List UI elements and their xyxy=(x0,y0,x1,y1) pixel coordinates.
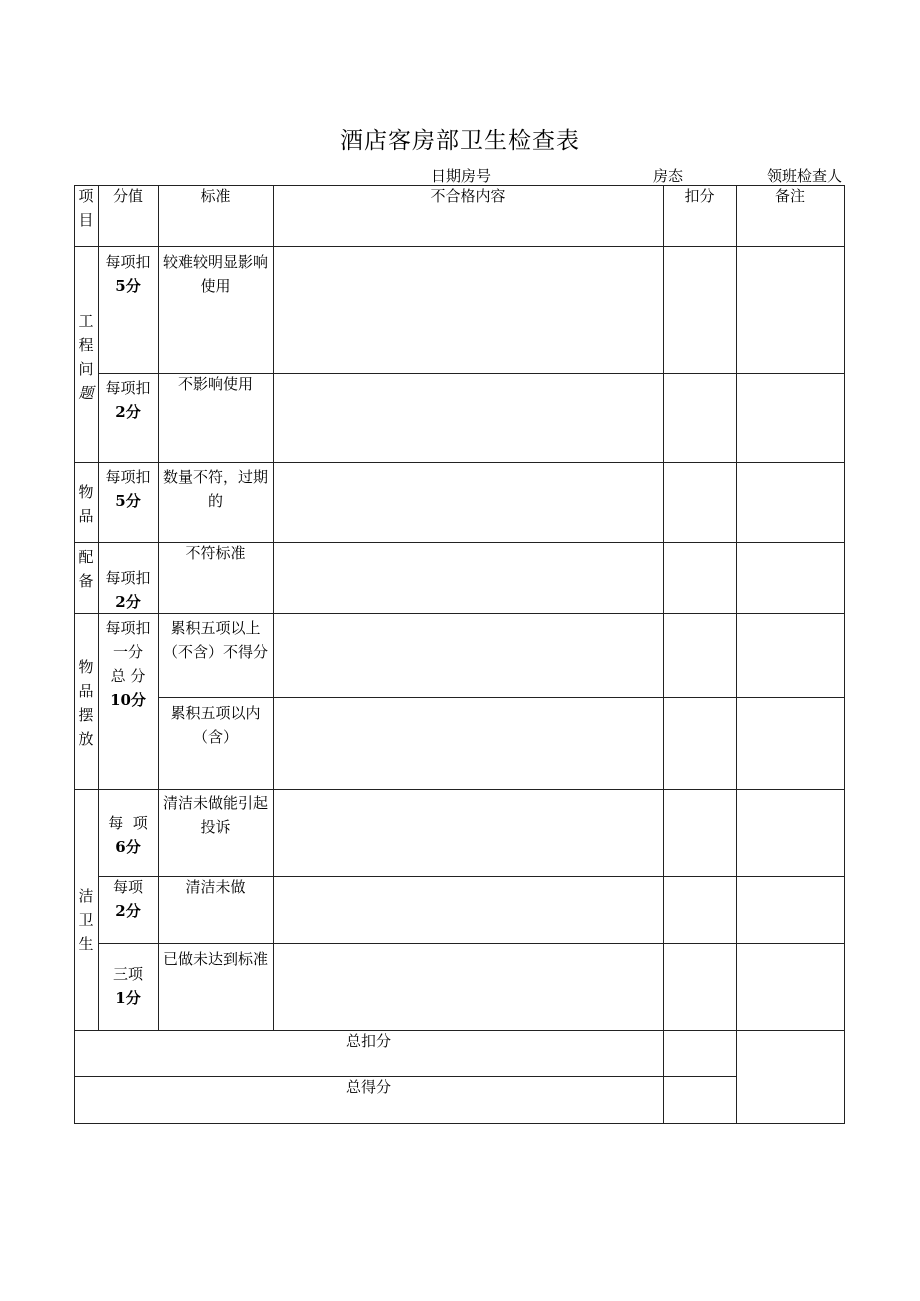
standard-cell: 较难较明显影响 使用 xyxy=(162,253,268,295)
column-divider xyxy=(736,185,737,1124)
table-right-border xyxy=(844,185,845,1124)
total-deduct-label: 总扣分 xyxy=(345,1032,391,1050)
row-divider xyxy=(158,697,845,698)
category-engineering: 工 程 问 题 xyxy=(78,312,94,402)
column-divider xyxy=(663,185,664,1124)
category-config: 配 备 xyxy=(78,548,94,590)
standard-cell: 已做未达到标准 xyxy=(162,950,268,968)
row-divider xyxy=(74,613,845,614)
col-header-content: 不合格内容 xyxy=(430,187,506,205)
col-header-item: 项 目 xyxy=(78,187,94,229)
row-divider xyxy=(98,943,845,944)
total-score-label: 总得分 xyxy=(345,1078,391,1096)
col-header-remark: 备注 xyxy=(774,187,805,205)
standard-cell: 清洁未做能引起 投诉 xyxy=(162,794,268,836)
standard-cell: 数量不符，过期 的 xyxy=(162,468,268,510)
col-header-standard: 标准 xyxy=(200,187,231,205)
category-goods: 物 品 xyxy=(78,483,94,525)
header-bottom-border xyxy=(74,246,845,247)
score-cell: 每项扣 2分 xyxy=(105,379,151,421)
col-header-score: 分值 xyxy=(112,187,143,205)
date-room-label: 日期房号 xyxy=(431,167,492,185)
score-cell: 每项扣 5分 xyxy=(105,468,151,510)
table-bottom-border xyxy=(74,1123,845,1124)
score-cell: 三项 1分 xyxy=(112,965,143,1007)
score-cell: 每项 2分 xyxy=(112,878,143,920)
col-header-deduct: 扣分 xyxy=(684,187,715,205)
room-status-label: 房态 xyxy=(653,167,684,185)
standard-cell: 清洁未做 xyxy=(185,878,246,896)
inspector-label: 领班检查人 xyxy=(767,167,843,185)
standard-cell: 累积五项以上 （不含）不得分 xyxy=(162,619,268,661)
row-divider xyxy=(74,462,845,463)
category-cleanliness: 洁 卫 生 xyxy=(78,887,94,953)
column-divider xyxy=(273,185,274,1031)
score-cell: 每项扣 一分 总 分 10分 xyxy=(105,619,151,709)
score-cell: 每项扣 5分 xyxy=(105,253,151,295)
category-arrangement: 物 品 摆 放 xyxy=(78,658,94,748)
standard-cell: 不符标准 xyxy=(185,544,246,562)
standard-cell: 不影响使用 xyxy=(177,375,253,393)
column-divider xyxy=(158,185,159,1031)
page-title: 酒店客房部卫生检查表 xyxy=(340,128,580,154)
table-left-border xyxy=(74,185,75,1124)
score-cell: 每项扣 2分 xyxy=(105,569,151,611)
standard-cell: 累积五项以内 （含） xyxy=(170,704,261,746)
row-divider xyxy=(74,789,845,790)
score-cell: 每 项 6分 xyxy=(108,814,148,856)
